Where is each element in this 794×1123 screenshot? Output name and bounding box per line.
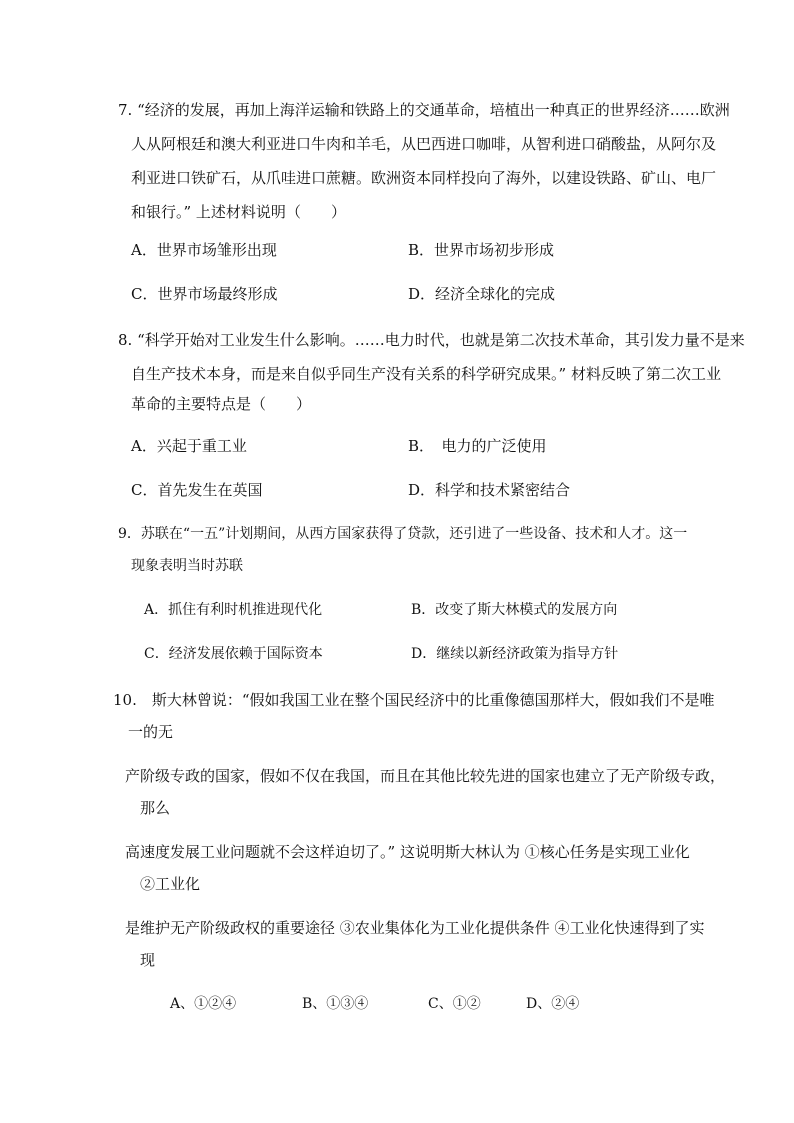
question-9-option-d: D．继续以新经济政策为指导方针 (411, 646, 619, 662)
question-7-line-4: 和银行。” 上述材料说明（ ） (131, 203, 346, 221)
question-10-option-d: D、②④ (526, 996, 580, 1012)
question-7-option-a: A．世界市场雏形出现 (131, 241, 277, 259)
question-8-line-2: 自生产技术本身，而是来自似乎同生产没有关系的科学研究成果。” 材料反映了第二次工业 (131, 365, 721, 383)
question-10-option-c: C、①② (428, 996, 481, 1012)
question-9-line-2: 现象表明当时苏联 (131, 558, 243, 574)
question-10-line-3: 产阶级专政的国家，假如不仅在我国，而且在其他比较先进的国家也建立了无产阶级专政， (125, 767, 726, 785)
question-10-option-a: A、①②④ (170, 996, 237, 1012)
question-7-option-b: B．世界市场初步形成 (408, 241, 555, 259)
question-7-option-d: D．经济全球化的完成 (408, 285, 556, 303)
question-7-line-1: 7. “经济的发展，再加上海洋运输和铁路上的交通革命，培植出一种真正的世界经济……欧洲 (118, 101, 730, 119)
question-9-line-1: 9．苏联在“一五”计划期间，从西方国家获得了贷款，还引进了一些设备、技术和人才。这一 (118, 526, 688, 542)
question-8-option-c: C．首先发生在英国 (131, 481, 263, 499)
question-10-line-4: 那么 (140, 799, 171, 817)
question-8-line-1: 8. “科学开始对工业发生什么影响。……电力时代，也就是第二次技术革命，其引发力量不是来 (118, 331, 745, 349)
question-10-line-7: 是维护无产阶级政权的重要途径 ③农业集体化为工业化提供条件 ④工业化快速得到了实 (125, 919, 705, 937)
question-10-line-2: 一的无 (128, 723, 174, 741)
question-8-option-d: D．科学和技术紧密结合 (408, 481, 571, 499)
question-7-line-3: 利亚进口铁矿石，从爪哇进口蔗糖。欧洲资本同样投向了海外，以建设铁路、矿山、电厂 (131, 169, 717, 187)
question-7-option-c: C．世界市场最终形成 (131, 285, 278, 303)
question-8-option-a: A．兴起于重工业 (131, 437, 247, 455)
question-9-option-a: A．抓住有利时机推进现代化 (144, 602, 323, 618)
question-7-line-2: 人从阿根廷和澳大利亚进口牛肉和羊毛，从巴西进口咖啡，从智利进口硝酸盐，从阿尔及 (131, 135, 717, 153)
question-10-line-5: 高速度发展工业问题就不会这样迫切了。” 这说明斯大林认为 ①核心任务是实现工业化 (125, 843, 690, 861)
question-10-option-b: B、①③④ (302, 996, 369, 1012)
question-10-line-8: 现 (140, 951, 156, 969)
question-8-option-b: B． 电力的广泛使用 (408, 437, 547, 455)
question-10-line-1: 10. 斯大林曾说：“假如我国工业在整个国民经济中的比重像德国那样大，假如我们不是唯 (113, 691, 715, 709)
question-9-option-b: B．改变了斯大林模式的发展方向 (411, 602, 618, 618)
question-9-option-c: C．经济发展依赖于国际资本 (144, 646, 323, 662)
question-8-line-3: 革命的主要特点是（ ） (131, 395, 312, 413)
question-10-line-6: ②工业化 (140, 875, 201, 893)
